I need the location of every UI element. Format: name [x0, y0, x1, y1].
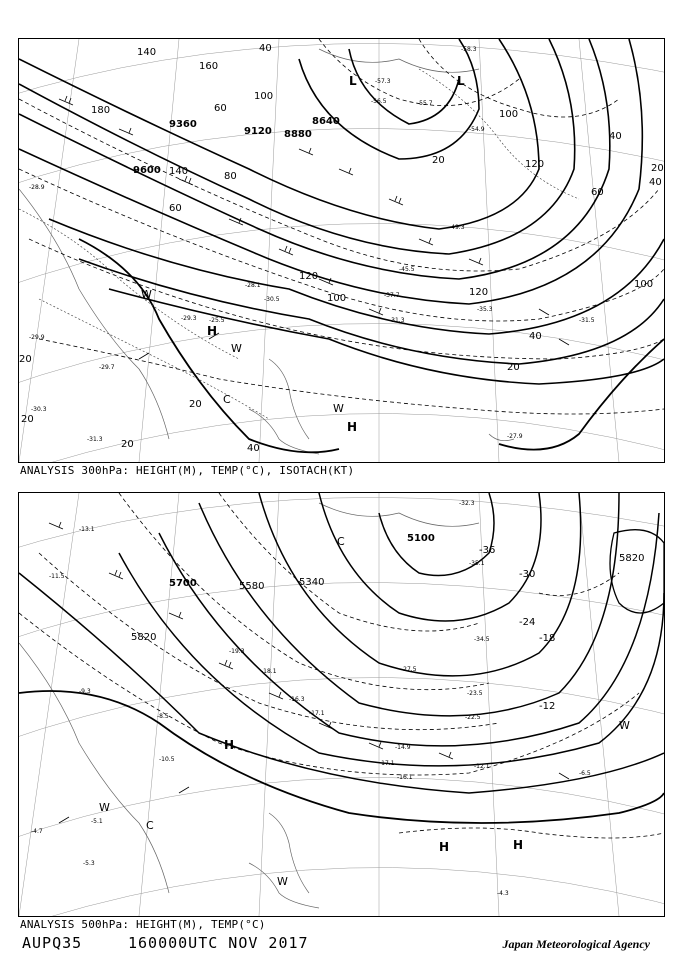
isotach-label: 180 [91, 105, 111, 116]
height-label: 5580 [239, 581, 265, 592]
temp-label: -57.3 [375, 78, 391, 85]
temp-label: -10.5 [159, 756, 175, 763]
isotach-label: 40 [247, 443, 260, 454]
temp-label: -35.3 [477, 306, 493, 313]
isotach-label: 20 [432, 155, 445, 166]
height-label: 5340 [299, 577, 325, 588]
temp-label: -17.1 [309, 710, 325, 717]
temp-label: -54.9 [469, 126, 485, 133]
isotach-label: 40 [259, 43, 272, 54]
isotach-label: 100 [327, 293, 347, 304]
cold-marker: C [146, 819, 154, 832]
isotherm-label: -24 [519, 617, 536, 628]
temp-label: -35.1 [469, 560, 485, 567]
isotherm-label: -30 [519, 569, 536, 580]
temp-label: -16.3 [289, 696, 305, 703]
temp-label: -56.5 [371, 98, 387, 105]
height-contours [19, 39, 664, 384]
temp-label: -30.3 [31, 406, 47, 413]
temp-label: -6.5 [579, 770, 591, 777]
isotach-label: 120 [525, 159, 545, 170]
temp-label: -16.1 [397, 774, 413, 781]
high-pressure-marker: H [513, 838, 524, 852]
temp-label: -17.1 [379, 760, 395, 767]
agency-name: Japan Meteorological Agency [502, 937, 650, 951]
temp-label: -34.5 [474, 636, 490, 643]
temp-label: -5.3 [83, 860, 95, 867]
low-pressure-marker: L [349, 74, 357, 88]
graticule [19, 39, 664, 462]
temp-label: -12.1 [474, 763, 490, 770]
temp-label: -28.9 [29, 184, 45, 191]
valid-time: 160000UTC NOV 2017 [128, 934, 309, 952]
coastline [19, 503, 479, 908]
chart-code: AUPQ35 [22, 934, 83, 952]
isotach-label: 40 [609, 131, 622, 142]
isotherm-label: -36 [479, 545, 496, 556]
temp-label: -11.5 [49, 573, 65, 580]
isotach-label: 160 [199, 61, 219, 72]
panel-300-caption: ANALYSIS 300hPa: HEIGHT(M), TEMP(°C), ISOTACH(KT) [20, 464, 355, 477]
temp-label: -29.7 [99, 364, 115, 371]
isotach-label: 40 [529, 331, 542, 342]
temp-label: -28.1 [245, 282, 261, 289]
temp-label: -8.5 [157, 713, 169, 720]
graticule [19, 493, 664, 916]
high-pressure-marker: H [439, 840, 450, 854]
high-pressure-marker: H [347, 420, 358, 434]
temp-label: -22.5 [465, 714, 481, 721]
height-label: 9120 [244, 126, 272, 137]
isotach-label: 100 [254, 91, 274, 102]
temp-label: -27.5 [401, 666, 417, 673]
isotach-label: 140 [137, 47, 157, 58]
isotach-label: 20 [507, 362, 520, 373]
temp-label: -29.9 [29, 334, 45, 341]
cold-marker: C [337, 535, 345, 548]
height-label: 9600 [133, 165, 161, 176]
isotach-label: 20 [651, 163, 664, 174]
isotachs [19, 39, 664, 414]
low-pressure-marker: L [457, 74, 465, 88]
temperature-labels [31, 500, 591, 897]
isotach-label: 120 [469, 287, 489, 298]
temp-label: -31.3 [87, 436, 103, 443]
temp-label: -55.7 [417, 100, 433, 107]
isotach-label: 120 [299, 271, 319, 282]
temp-label: -58.3 [461, 46, 477, 53]
isotach-label: 20 [21, 414, 34, 425]
map-panel-300hpa [18, 38, 665, 463]
isotach-label: 20 [121, 439, 134, 450]
isotach-label: 40 [649, 177, 662, 188]
height-label: 8880 [284, 129, 312, 140]
temp-label: -29.3 [181, 315, 197, 322]
high-pressure-marker: H [207, 324, 218, 338]
isotach-label: 100 [634, 279, 654, 290]
temp-label: -23.5 [467, 690, 483, 697]
height-label: 9360 [169, 119, 197, 130]
temp-label: -19.3 [229, 648, 245, 655]
temp-label: -9.3 [79, 688, 91, 695]
isotach-label: 140 [169, 166, 189, 177]
isotach-label: 100 [499, 109, 519, 120]
temp-label: -31.3 [389, 317, 405, 324]
map-panel-500hpa [18, 492, 665, 917]
temp-label: -45.5 [399, 266, 415, 273]
temp-label: -4.7 [31, 828, 43, 835]
temp-label: -49.3 [449, 224, 465, 231]
isotach-label: 20 [19, 354, 32, 365]
warm-marker: W [99, 801, 110, 814]
height-label: 5820 [131, 632, 157, 643]
warm-marker: W [333, 402, 344, 415]
high-pressure-marker: H [224, 738, 235, 752]
temp-label: -25.5 [209, 317, 225, 324]
height-label: 8640 [312, 116, 340, 127]
isotherm-label: -18 [539, 633, 556, 644]
map-300hpa-svg [19, 39, 664, 462]
temp-label: -30.5 [264, 296, 280, 303]
warm-marker: W [619, 719, 630, 732]
height-label: 5700 [169, 578, 197, 589]
temp-label: -4.3 [497, 890, 509, 897]
map-500hpa-svg [19, 493, 664, 916]
temp-label: -5.1 [91, 818, 103, 825]
height-label: 5820 [619, 553, 645, 564]
height-label: 5100 [407, 533, 435, 544]
temp-label: -14.9 [395, 744, 411, 751]
cold-marker: C [223, 393, 231, 406]
isotach-label: 80 [224, 171, 237, 182]
isotach-label: 20 [189, 399, 202, 410]
isotach-label: 60 [169, 203, 182, 214]
jet-boundary [79, 239, 664, 452]
temp-label: -37.7 [384, 292, 400, 299]
isotach-label: 60 [591, 187, 604, 198]
panel-500-caption: ANALYSIS 500hPa: HEIGHT(M), TEMP(°C) [20, 918, 266, 931]
temp-label: -27.9 [507, 433, 523, 440]
isotach-label: 60 [214, 103, 227, 114]
warm-marker: W [277, 875, 288, 888]
warm-marker: W [141, 288, 152, 301]
temp-label: -13.1 [79, 526, 95, 533]
warm-marker: W [231, 342, 242, 355]
temp-label: -18.1 [261, 668, 277, 675]
temp-label: -32.3 [459, 500, 475, 507]
temp-label: -31.5 [579, 317, 595, 324]
isotherm-label: -12 [539, 701, 556, 712]
